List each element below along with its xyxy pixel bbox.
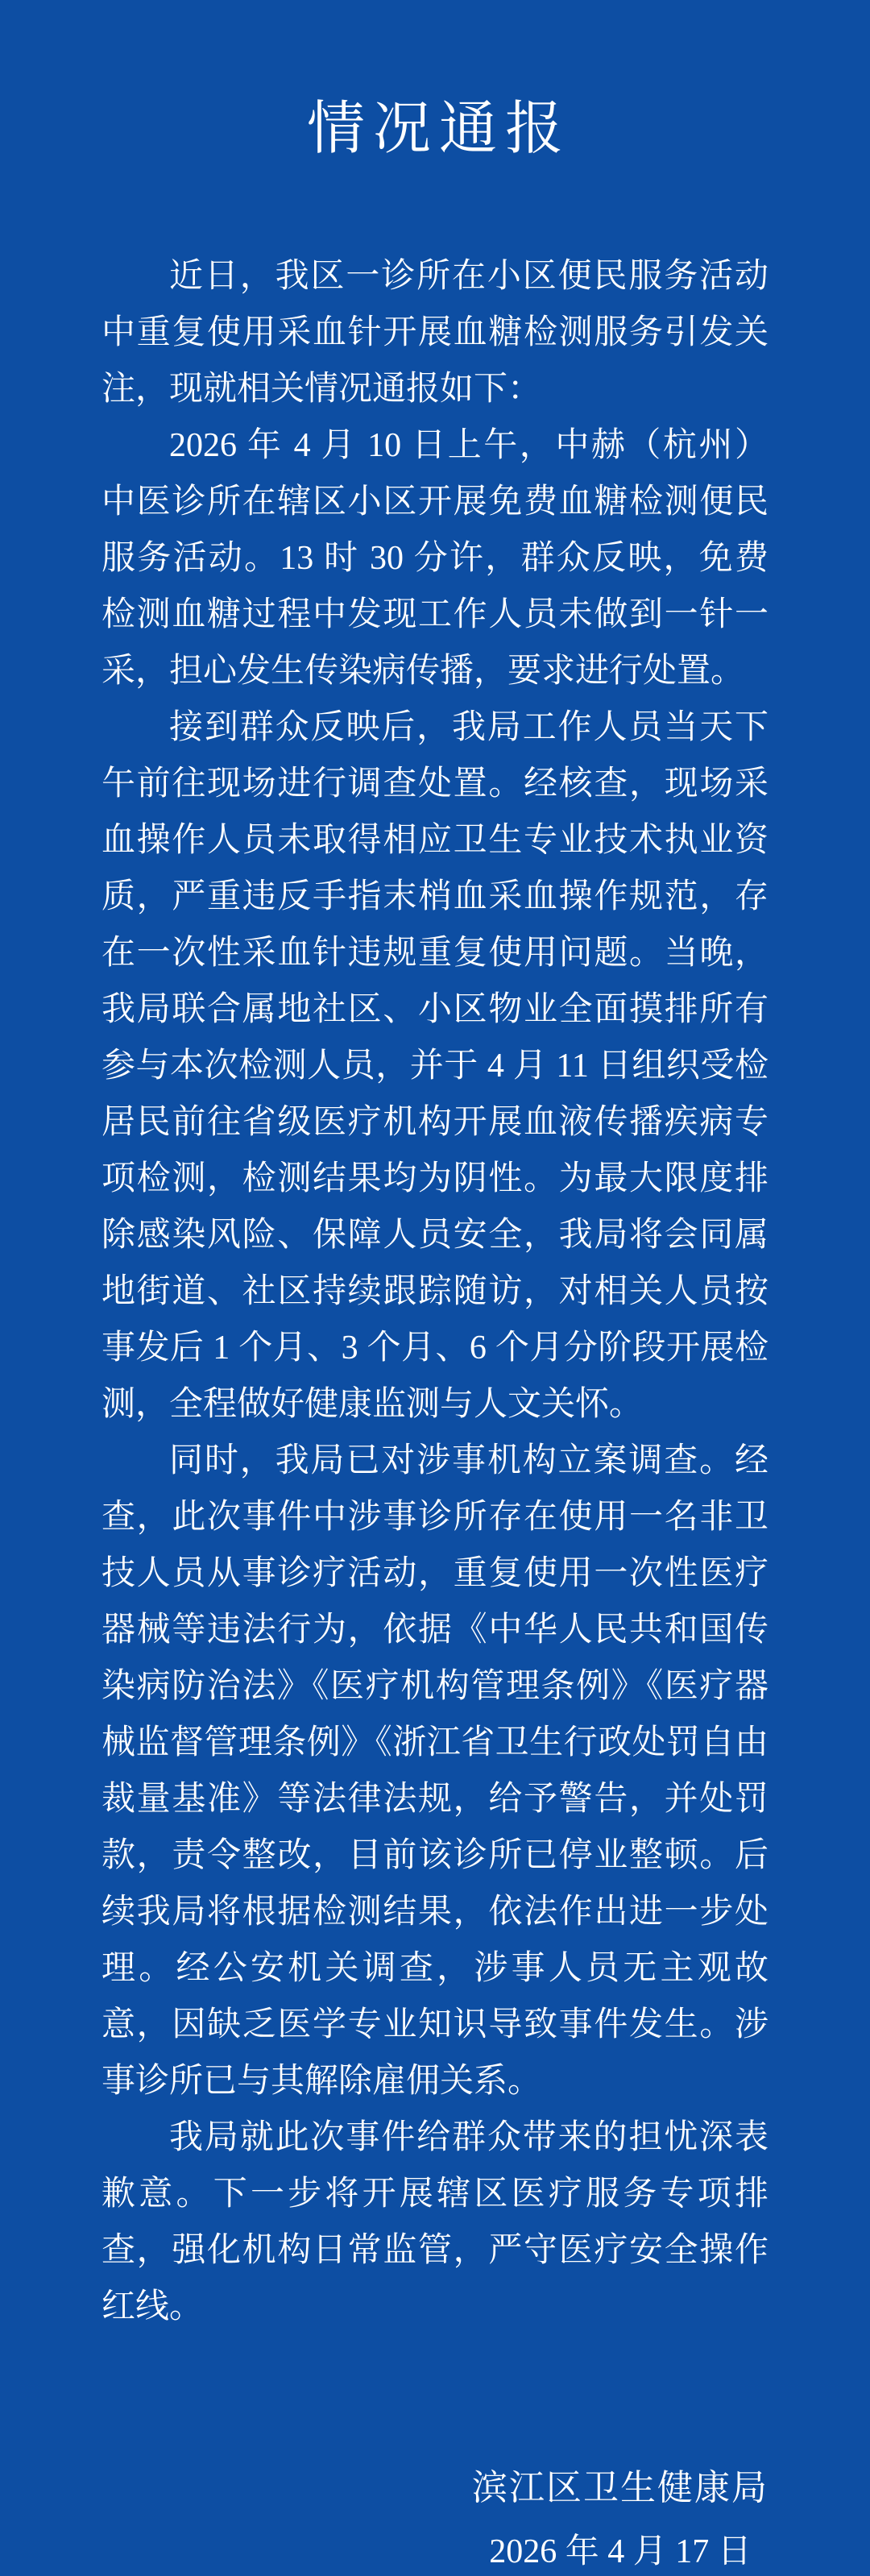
notice-paragraph: 接到群众反映后，我局工作人员当天下午前往现场进行调查处置。经核查，现场采血操作人员未取得相应卫生专业技术执业资质，严重违反手指末梢血采血操作规范，存在一次性采血针违规重复使用问题。当晚，我局联合属地社区、小区物业全面摸排所有参与本次检测人员，并于 4 月 11 日组织受检居民前往省级医疗机构开展血液传播疾病专项检测，检测结果均为阴性。为最大限度排除感染风险、保障人员安全，我局将会同属地街道、社区持续跟踪随访，对相关人员按事发后 1 个月、3 个月、6 个月分阶段开展检测，全程做好健康监测与人文关怀。: [102, 709, 768, 1423]
notice-title: 情况通报: [306, 97, 571, 161]
issue-date: 2026 年 4 月 17 日: [489, 2533, 752, 2570]
issuer-name: 滨江区卫生健康局: [472, 2468, 768, 2508]
notice-paragraph: 同时，我局已对涉事机构立案调查。经查，此次事件中涉事诊所存在使用一名非卫技人员从事诊疗活动，重复使用一次性医疗器械等违法行为，依据《中华人民共和国传染病防治法》《医疗机构管理条例》《医疗器械监督管理条例》《浙江省卫生行政处罚自由裁量基准》等法律法规，给予警告，并处罚款，责令整改，目前该诊所已停业整顿。后续我局将根据检测结果，依法作出进一步处理。经公安机关调查，涉事人员无主观故意，因缺乏医学专业知识导致事件发生。涉事诊所已与其解除雇佣关系。: [102, 1442, 768, 2100]
notice-body: [102, 248, 768, 2335]
notice-paragraph: 我局就此次事件给群众带来的担忧深表歉意。下一步将开展辖区医疗服务专项排查，强化机构日常监管，严守医疗安全操作红线。: [102, 2119, 768, 2325]
notice-paragraph: 近日，我区一诊所在小区便民服务活动中重复使用采血针开展血糖检测服务引发关注，现就相关情况通报如下：: [102, 258, 768, 408]
signature-block: [472, 2460, 768, 2576]
notice-paragraph: 2026 年 4 月 10 日上午，中赫（杭州）中医诊所在辖区小区开展免费血糖检测便民服务活动。13 时 30 分许，群众反映，免费检测血糖过程中发现工作人员未做到一针一采，担心发生传染病传播，要求进行处置。: [102, 427, 768, 690]
